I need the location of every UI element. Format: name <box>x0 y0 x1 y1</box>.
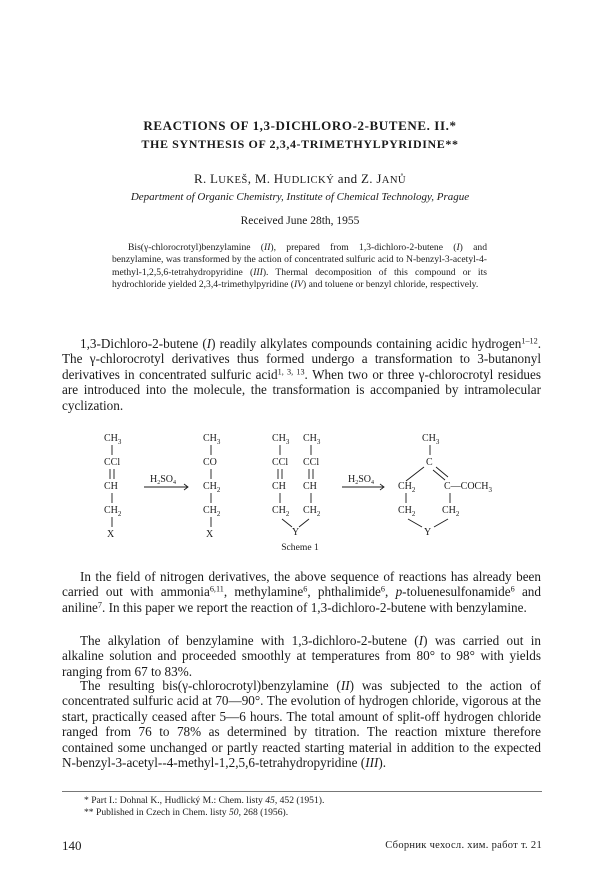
svg-text:CH2: $CH_2$ <box>303 505 321 518</box>
svg-text:CH3: $CH_3$ <box>422 433 440 446</box>
received-date: Received June 28th, 1955 <box>240 215 360 227</box>
paragraph-cyclization: The resulting bis(γ-chlorocrotyl)benzylamine (II) was subjected to the action of concentrated sulfuric acid at 70—90°. The evolution of hydrogen chloride, vigorous at the start, practically ceased after 5—6 hours. The total amount of split-off hydrogen chloride ranged from 76 to 78% as determined by titration. The reaction mixture therefore contained some unchanged or partly reacted starting material in addition to the expected N-benzyl-3-acetyl--4-methyl-1,2,5,6-tetrahydropyridine (III). <box>62 678 541 771</box>
paragraph-nitrogen-derivatives: In the field of nitrogen derivatives, the above sequence of reactions has already been carried out with ammonia$^{6,11}$, methylamine$^6$, phthalimide$^6$, p-toluenesulfonamide$^6$ and aniline$^7$. In this paper we report the reaction of 1,3-dichloro-2-butene with benzylamine. <box>62 569 541 615</box>
structure-tetrahydropyridine <box>398 433 492 538</box>
svg-text:CCl: CCl <box>303 457 320 468</box>
svg-text:X: X <box>107 529 115 540</box>
svg-text:CH2: $CH_2$ <box>398 481 416 494</box>
svg-text:CH: CH <box>303 481 317 492</box>
paragraph-alkylation: The alkylation of benzylamine with 1,3-dichloro-2-butene (I) was carried out in alkaline solution and proceeded smoothly at temperatures from 80° to 98° with yields ranging from 67 to 83%. <box>62 633 541 679</box>
reaction-scheme <box>100 431 520 555</box>
structure-bis-chlorocrotyl <box>272 433 321 538</box>
svg-text:CCl: CCl <box>104 457 121 468</box>
footnote-2: ** Published in Czech in Chem. listy 50, 268 (1956). <box>84 807 289 818</box>
svg-text:CH2: $CH_2$ <box>203 505 221 518</box>
svg-text:CH2: $CH_2$ <box>398 505 416 518</box>
author-list: R. LUKEŠ, M. HUDLICKÝ and Z. JANŮ <box>193 171 407 186</box>
running-footer-journal: Сборник чехосл. хим. работ т. 21 <box>385 840 542 851</box>
svg-text:CO: CO <box>203 457 217 468</box>
svg-text:CH: CH <box>272 481 286 492</box>
svg-text:C: C <box>426 457 433 468</box>
svg-text:H2SO4: $H_2SO_4$ <box>348 474 375 486</box>
page-number: 140 <box>62 838 82 853</box>
footnote-1: * Part I.: Dohnal K., Hudlický M.: Chem. listy 45, 452 (1951). <box>84 795 325 806</box>
svg-text:CH2: $CH_2$ <box>104 505 122 518</box>
svg-text:CH2: $CH_2$ <box>442 505 460 518</box>
article-subtitle: THE SYNTHESIS OF 2,3,4-TRIMETHYLPYRIDINE** <box>141 137 459 151</box>
svg-text:CH3: $CH_3$ <box>303 433 321 446</box>
svg-text:CH3: $CH_3$ <box>272 433 290 446</box>
reaction-arrow-1 <box>144 474 188 490</box>
article-title: REACTIONS OF 1,3-DICHLORO-2-BUTENE. II.* <box>143 118 457 133</box>
abstract: Bis(γ-chlorocrotyl)benzylamine (II), prepared from 1,3-dichloro-2-butene (I) and benzylamine, was transformed by the action of concentrated sulfuric acid to N-benzyl-3-acetyl-4-methyl-1,2,5,6-tetrahydropyridine (III). Thermal decomposition of this compound or its hydrochloride yielded 2,3,4-trimethylpyridine (IV) and toluene or benzyl chloride, respectively. <box>112 242 487 291</box>
svg-text:CH3: $CH_3$ <box>104 433 122 446</box>
svg-text:CH2: $CH_2$ <box>203 481 221 494</box>
svg-text:Y: Y <box>292 527 300 538</box>
structure-butanonyl <box>203 433 221 540</box>
svg-text:Y: Y <box>424 527 432 538</box>
scheme-caption: Scheme 1 <box>281 542 319 553</box>
footnotes <box>62 791 542 819</box>
svg-text:H2SO4: $H_2SO_4$ <box>150 474 177 486</box>
svg-text:CH: CH <box>104 481 118 492</box>
paragraph-intro: 1,3-Dichloro-2-butene (I) readily alkylates compounds containing acidic hydrogen$^{1-12}$. The γ-chlorocrotyl derivatives thus formed undergo a transformation to 3-butanonyl derivatives in concentrated sulfuric acid$^{1, 3, 13}$. When two or three γ-chlorocrotyl residues are introduced into the molecule, the transformation is accompanied by intramolecular cyclization. <box>62 336 541 413</box>
svg-text:X: X <box>206 529 214 540</box>
reaction-arrow-2 <box>342 474 384 490</box>
reaction-scheme-diagram <box>100 431 520 555</box>
svg-text:CCl: CCl <box>272 457 289 468</box>
svg-text:CH3: $CH_3$ <box>203 433 221 446</box>
structure-chlorocrotyl <box>104 433 122 540</box>
svg-text:CH2: $CH_2$ <box>272 505 290 518</box>
affiliation: Department of Organic Chemistry, Institute of Chemical Technology, Prague <box>130 191 470 203</box>
svg-text:C—COCH3: $C—COCH_3$ <box>444 481 492 494</box>
